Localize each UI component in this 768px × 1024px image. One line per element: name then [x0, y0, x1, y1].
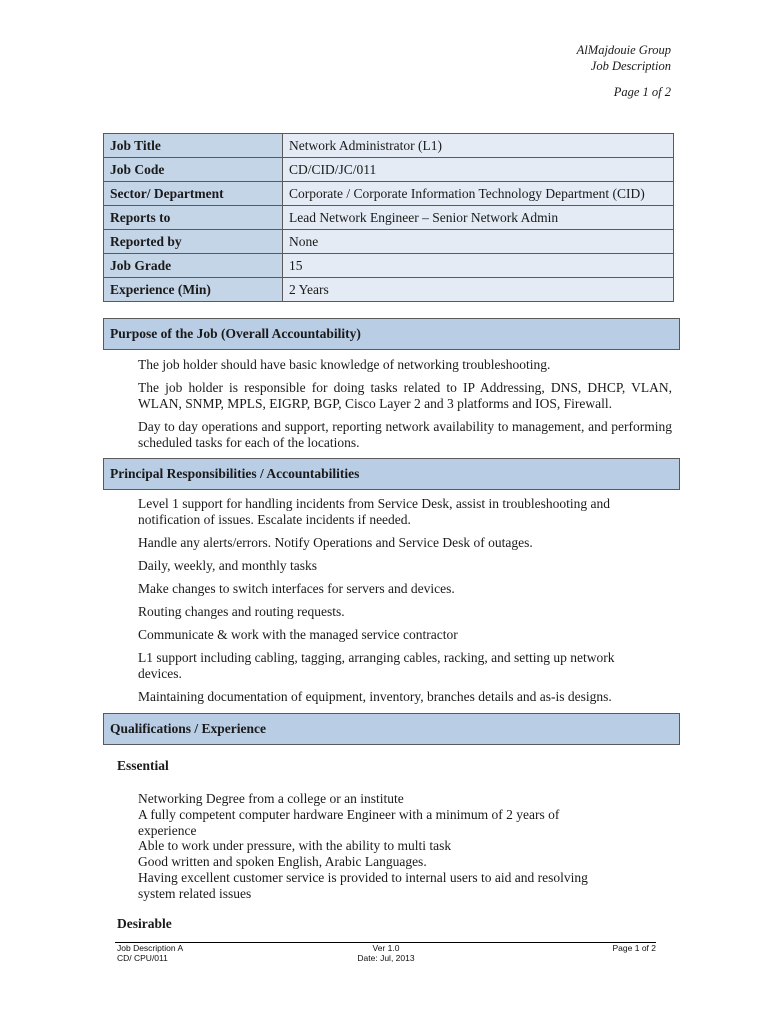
job-title-value: Network Administrator (L1) — [283, 134, 674, 158]
purpose-section-heading: Purpose of the Job (Overall Accountability) — [103, 318, 680, 350]
experience-value: 2 Years — [283, 278, 674, 302]
department-value: Corporate / Corporate Information Technology Department (CID) — [283, 182, 674, 206]
list-item-text: Level 1 support for handling incidents from Service Desk, assist in troubleshooting and notification of issues. Escalate incidents if needed. — [138, 496, 611, 527]
list-item — [112, 627, 672, 643]
experience-label: Experience (Min) — [104, 278, 283, 302]
job-code-label: Job Code — [104, 158, 283, 182]
table-row — [104, 158, 674, 182]
job-info-table — [103, 133, 674, 302]
list-item-text: Communicate & work with the managed service contractor — [138, 627, 458, 642]
responsibilities-section-heading: Principal Responsibilities / Accountabilities — [103, 458, 680, 490]
reported-by-label: Reported by — [104, 230, 283, 254]
job-title-label: Job Title — [104, 134, 283, 158]
list-item-text: Networking Degree from a college or an institute — [138, 791, 404, 806]
table-row — [104, 182, 674, 206]
footer-version: Ver 1.0 — [372, 943, 400, 953]
reports-to-value: Lead Network Engineer – Senior Network Admin — [283, 206, 674, 230]
table-row — [104, 206, 674, 230]
list-item-text: Make changes to switch interfaces for servers and devices. — [138, 581, 455, 596]
footer-left — [117, 943, 183, 963]
list-item — [112, 535, 672, 551]
footer-center — [356, 943, 416, 963]
list-item-text: A fully competent computer hardware Engineer with a minimum of 2 years of experience — [138, 807, 560, 838]
table-row — [104, 134, 674, 158]
document-type: Job Description — [590, 59, 671, 73]
list-item-text: Handle any alerts/errors. Notify Operations and Service Desk of outages. — [138, 535, 533, 550]
list-item — [112, 380, 672, 412]
list-item — [112, 854, 672, 870]
essential-heading: Essential — [117, 758, 169, 773]
job-grade-value: 15 — [283, 254, 674, 278]
list-item — [112, 791, 672, 807]
list-item — [112, 870, 672, 902]
list-item-text: Routing changes and routing requests. — [138, 604, 345, 619]
qualifications-section-heading: Qualifications / Experience — [103, 713, 680, 745]
list-item — [112, 581, 672, 597]
company-name: AlMajdouie Group — [576, 43, 671, 57]
list-item — [112, 496, 672, 528]
list-item-text: Daily, weekly, and monthly tasks — [138, 558, 317, 573]
list-item — [112, 807, 672, 839]
footer-date: Date: Jul, 2013 — [357, 953, 415, 963]
list-item-text: Maintaining documentation of equipment, inventory, branches details and as-is designs. — [138, 689, 612, 704]
list-item-text: L1 support including cabling, tagging, arranging cables, racking, and setting up network devices. — [138, 650, 615, 681]
desirable-heading: Desirable — [117, 916, 172, 931]
footer-right — [596, 943, 656, 953]
table-row — [104, 278, 674, 302]
list-item — [112, 838, 672, 854]
footer-doc-code: CD/ CPU/011 — [117, 953, 168, 963]
list-item — [112, 689, 672, 705]
footer-doc-name: Job Description A — [117, 943, 184, 953]
list-item-text: Having excellent customer service is provided to internal users to aid and resolving system related issues — [138, 870, 588, 901]
list-item — [112, 558, 672, 574]
document-header — [577, 42, 671, 100]
list-item — [112, 650, 672, 682]
footer-page: Page 1 of 2 — [612, 943, 656, 953]
list-item — [112, 604, 672, 620]
job-grade-label: Job Grade — [104, 254, 283, 278]
reported-by-value: None — [283, 230, 674, 254]
list-item — [112, 357, 672, 373]
list-item-text: The job holder is responsible for doing tasks related to IP Addressing, DNS, DHCP, VLAN, WLAN, SNMP, MPLS, EIGRP, BGP, Cisco Layer 2 and 3 platforms and IOS, Firewall. — [138, 380, 672, 411]
department-label: Sector/ Department — [104, 182, 283, 206]
page-indicator: Page 1 of 2 — [613, 85, 671, 99]
job-code-value: CD/CID/JC/011 — [283, 158, 674, 182]
list-item-text: Day to day operations and support, reporting network availability to management, and performing scheduled tasks for each of the locations. — [138, 419, 672, 450]
list-item-text: Able to work under pressure, with the ability to multi task — [138, 838, 452, 853]
list-item-text: Good written and spoken English, Arabic Languages. — [138, 854, 427, 869]
table-row — [104, 254, 674, 278]
reports-to-label: Reports to — [104, 206, 283, 230]
list-item-text: The job holder should have basic knowledge of networking troubleshooting. — [138, 357, 551, 372]
list-item — [112, 419, 672, 451]
table-row — [104, 230, 674, 254]
